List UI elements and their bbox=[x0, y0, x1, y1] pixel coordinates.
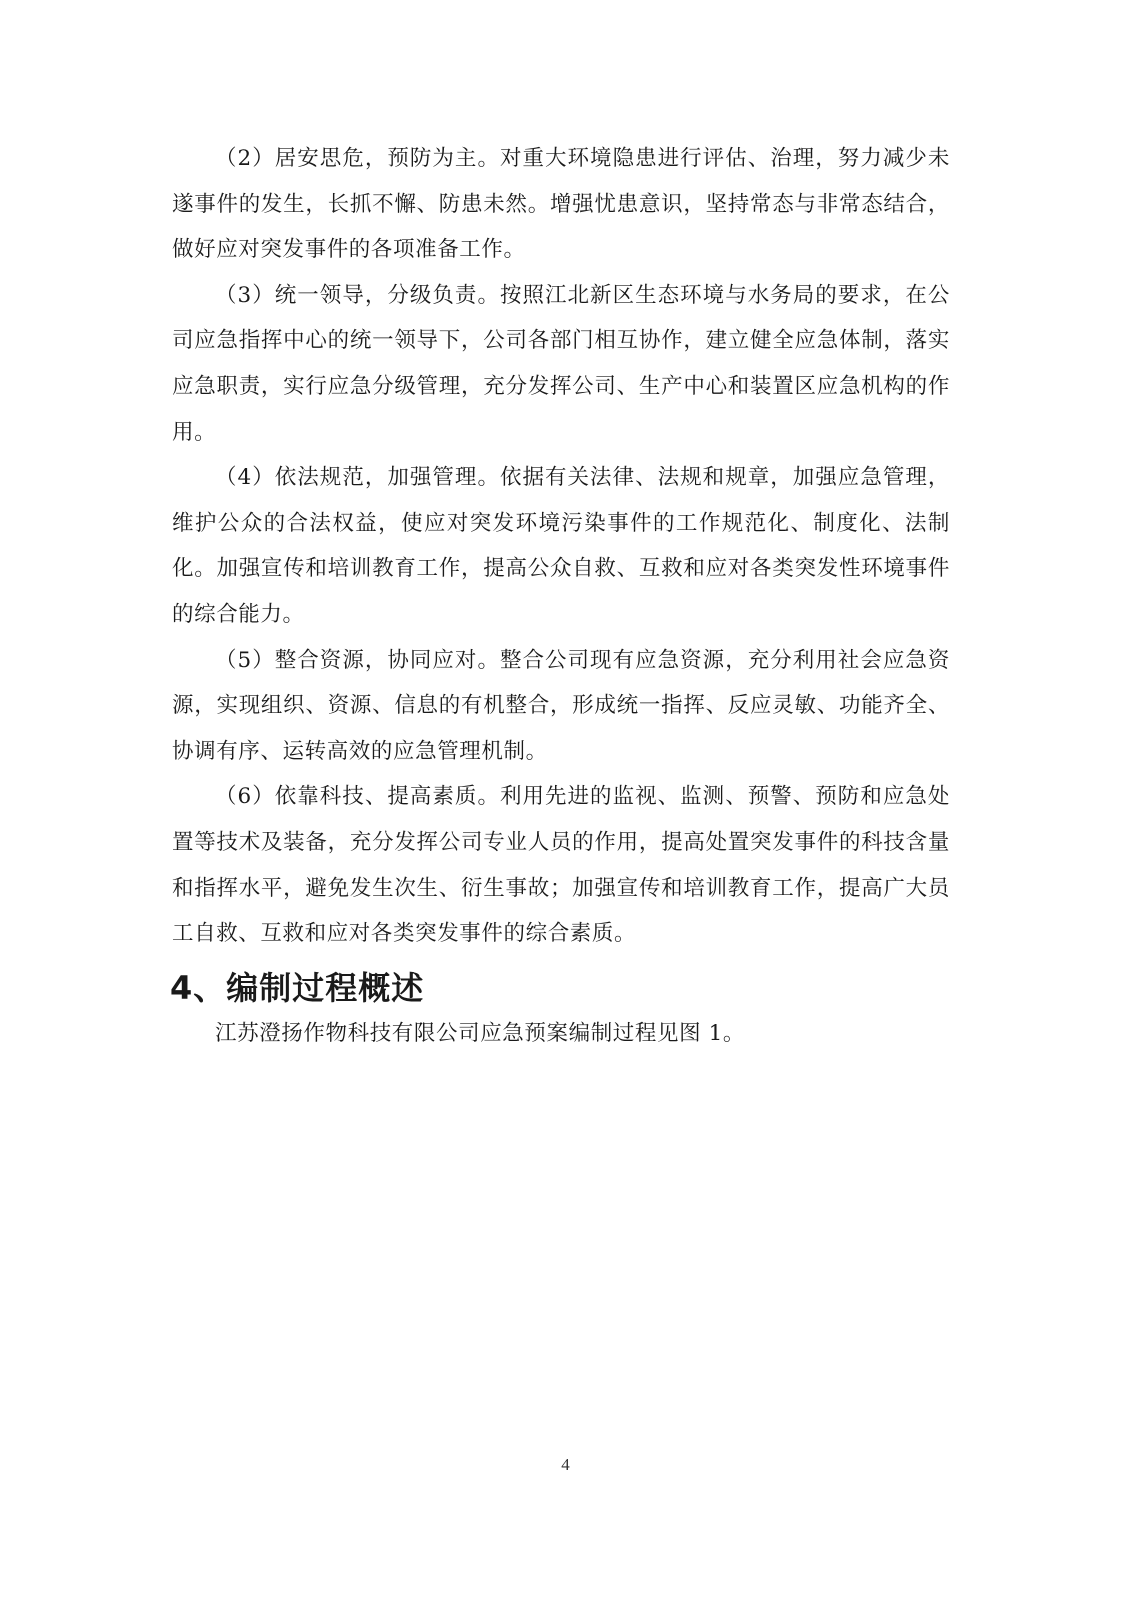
page-number: 4 bbox=[561, 1455, 570, 1474]
paragraph-principle-5: （5）整合资源，协同应对。整合公司现有应急资源，充分利用社会应急资源，实现组织、资源、信息的有机整合，形成统一指挥、反应灵敏、功能齐全、协调有序、运转高效的应急管理机制。 bbox=[172, 647, 950, 764]
section-paragraph: 江苏澄扬作物科技有限公司应急预案编制过程见图 1。 bbox=[215, 1020, 746, 1046]
paragraph-principle-2: （2）居安思危，预防为主。对重大环境隐患进行评估、治理，努力减少未遂事件的发生，长抓不懈、防患未然。增强忧患意识，坚持常态与非常态结合，做好应对突发事件的各项准备工作。 bbox=[172, 146, 950, 263]
paragraph-principle-6: （6）依靠科技、提高素质。利用先进的监视、监测、预警、预防和应急处置等技术及装备，充分发挥公司专业人员的作用，提高处置突发事件的科技含量和指挥水平，避免发生次生、衍生事故；加强宣传和培训教育工作，提高广大员工自救、互救和应对各类突发事件的综合素质。 bbox=[172, 784, 950, 947]
paragraph-principle-4: （4）依法规范，加强管理。依据有关法律、法规和规章，加强应急管理，维护公众的合法权益，使应对突发环境污染事件的工作规范化、制度化、法制化。加强宣传和培训教育工作，提高公众自救、互救和应对各类突发性环境事件的综合能力。 bbox=[172, 465, 950, 627]
section-heading: 4、编制过程概述 bbox=[170, 968, 425, 1007]
paragraph-principle-3: （3）统一领导，分级负责。按照江北新区生态环境与水务局的要求，在公司应急指挥中心的统一领导下，公司各部门相互协作，建立健全应急体制，落实应急职责，实行应急分级管理，充分发挥公司、生产中心和装置区应急机构的作用。 bbox=[172, 282, 950, 445]
page-content bbox=[172, 136, 950, 1056]
